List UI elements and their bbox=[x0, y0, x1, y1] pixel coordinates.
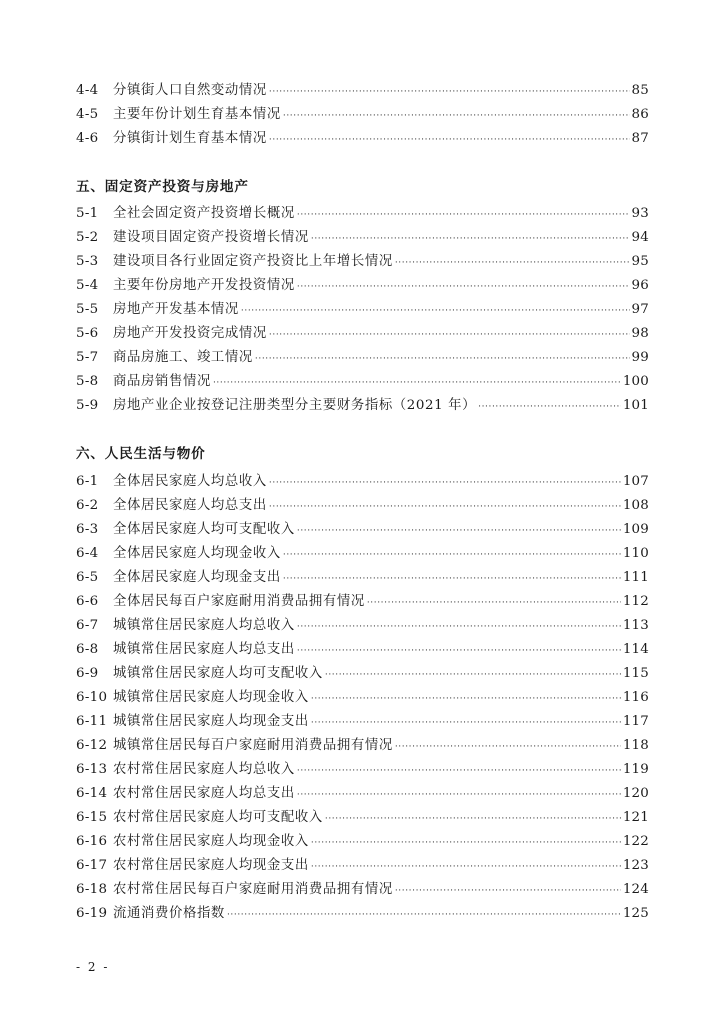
toc-entry-page: 100 bbox=[622, 374, 649, 389]
toc-entry[interactable] bbox=[76, 346, 649, 370]
toc-dot-leader bbox=[395, 735, 621, 758]
toc-entry-page: 114 bbox=[622, 642, 649, 657]
toc-dot-leader bbox=[283, 567, 621, 590]
toc-entry[interactable] bbox=[76, 806, 649, 830]
toc-entry-page: 94 bbox=[631, 230, 649, 245]
toc-entry[interactable] bbox=[76, 250, 649, 274]
toc-entry[interactable] bbox=[76, 127, 649, 151]
toc-entry-number: 5-6 bbox=[76, 326, 99, 341]
toc-dot-leader bbox=[297, 783, 621, 806]
toc-dot-leader bbox=[297, 203, 630, 226]
toc-entry-title: 商品房施工、竣工情况 bbox=[113, 350, 253, 365]
toc-dot-leader bbox=[269, 323, 630, 346]
toc-entry-page: 112 bbox=[622, 594, 649, 609]
toc-dot-leader bbox=[297, 639, 621, 662]
toc-entry-page: 117 bbox=[622, 714, 649, 729]
toc-entry[interactable] bbox=[76, 902, 649, 926]
toc-entry-page: 98 bbox=[631, 326, 649, 341]
toc-entry-title: 全体居民家庭人均现金支出 bbox=[113, 570, 281, 585]
toc-entry[interactable] bbox=[76, 494, 649, 518]
toc-entry[interactable] bbox=[76, 518, 649, 542]
toc-entry[interactable] bbox=[76, 590, 649, 614]
toc-entry[interactable] bbox=[76, 226, 649, 250]
toc-entry-title: 房地产开发基本情况 bbox=[113, 302, 239, 317]
toc-dot-leader bbox=[367, 591, 621, 614]
toc-dot-leader bbox=[269, 471, 621, 494]
toc-entry-number: 6-8 bbox=[76, 642, 99, 657]
toc-entry-title: 商品房销售情况 bbox=[113, 374, 211, 389]
toc-entry-page: 123 bbox=[622, 858, 649, 873]
toc-entry-page: 97 bbox=[631, 302, 649, 317]
toc-entry-number: 4-6 bbox=[76, 131, 99, 146]
toc-entry-title: 农村常住居民家庭人均总收入 bbox=[113, 762, 295, 777]
toc-entry-title: 农村常住居民家庭人均现金支出 bbox=[113, 858, 309, 873]
toc-entry[interactable] bbox=[76, 638, 649, 662]
toc-entry-page: 110 bbox=[622, 546, 649, 561]
toc-entry[interactable] bbox=[76, 274, 649, 298]
toc-entry-number: 6-7 bbox=[76, 618, 99, 633]
toc-entry-number: 5-7 bbox=[76, 350, 99, 365]
toc-entry-page: 120 bbox=[622, 786, 649, 801]
toc-entry[interactable] bbox=[76, 782, 649, 806]
toc-entry-title: 城镇常住居民家庭人均总支出 bbox=[113, 642, 295, 657]
toc-dot-leader bbox=[297, 519, 621, 542]
toc-entry-number: 5-3 bbox=[76, 254, 99, 269]
toc-entry-number: 5-2 bbox=[76, 230, 99, 245]
toc-dot-leader bbox=[269, 495, 621, 518]
toc-entry-page: 119 bbox=[622, 762, 649, 777]
toc-entry[interactable] bbox=[76, 370, 649, 394]
toc-dot-leader bbox=[241, 299, 630, 322]
page-number-footer: - 2 - bbox=[76, 960, 110, 974]
toc-dot-leader bbox=[478, 395, 621, 418]
toc-entry-number: 6-6 bbox=[76, 594, 99, 609]
toc-entry-title: 城镇常住居民家庭人均总收入 bbox=[113, 618, 295, 633]
toc-entry-page: 111 bbox=[622, 570, 649, 585]
toc-entry-page: 113 bbox=[622, 618, 649, 633]
toc-dot-leader bbox=[311, 855, 621, 878]
toc-dot-leader bbox=[255, 347, 630, 370]
toc-entry-title: 农村常住居民每百户家庭耐用消费品拥有情况 bbox=[113, 882, 393, 897]
toc-entry-number: 6-11 bbox=[76, 714, 108, 729]
toc-entry-title: 全体居民家庭人均可支配收入 bbox=[113, 522, 295, 537]
toc-entry-number: 5-8 bbox=[76, 374, 99, 389]
toc-entry[interactable] bbox=[76, 394, 649, 418]
toc-entry-page: 115 bbox=[622, 666, 649, 681]
toc-entry-page: 101 bbox=[622, 398, 649, 413]
toc-group-section-4 bbox=[76, 79, 649, 151]
section-heading-5: 五、固定资产投资与房地产 bbox=[76, 179, 249, 195]
toc-entry[interactable] bbox=[76, 322, 649, 346]
toc-entry-title: 房地产开发投资完成情况 bbox=[113, 326, 267, 341]
toc-entry-number: 4-5 bbox=[76, 107, 99, 122]
toc-entry-title: 建设项目各行业固定资产投资比上年增长情况 bbox=[113, 254, 393, 269]
toc-entry-number: 6-15 bbox=[76, 810, 108, 825]
toc-entry[interactable] bbox=[76, 103, 649, 127]
toc-entry-number: 6-19 bbox=[76, 906, 108, 921]
toc-entry-page: 124 bbox=[622, 882, 649, 897]
toc-entry[interactable] bbox=[76, 79, 649, 103]
toc-entry-page: 96 bbox=[631, 278, 649, 293]
toc-entry-number: 5-4 bbox=[76, 278, 99, 293]
toc-entry[interactable] bbox=[76, 614, 649, 638]
toc-entry-number: 5-1 bbox=[76, 206, 99, 221]
toc-dot-leader bbox=[297, 275, 630, 298]
toc-entry-title: 分镇街计划生育基本情况 bbox=[113, 131, 267, 146]
toc-dot-leader bbox=[227, 903, 621, 926]
toc-entry-number: 6-5 bbox=[76, 570, 99, 585]
toc-dot-leader bbox=[325, 807, 621, 830]
toc-entry-number: 6-13 bbox=[76, 762, 108, 777]
toc-entry[interactable] bbox=[76, 202, 649, 226]
toc-entry[interactable] bbox=[76, 758, 649, 782]
toc-dot-leader bbox=[311, 687, 621, 710]
toc-entry-title: 房地产业企业按登记注册类型分主要财务指标（2021 年） bbox=[113, 398, 477, 413]
toc-entry-title: 农村常住居民家庭人均总支出 bbox=[113, 786, 295, 801]
toc-entry-page: 121 bbox=[622, 810, 649, 825]
toc-entry[interactable] bbox=[76, 470, 649, 494]
toc-entry-title: 农村常住居民家庭人均现金收入 bbox=[113, 834, 309, 849]
toc-entry-number: 5-5 bbox=[76, 302, 99, 317]
toc-entry-number: 6-10 bbox=[76, 690, 108, 705]
toc-dot-leader bbox=[283, 104, 630, 127]
toc-dot-leader bbox=[269, 80, 630, 103]
toc-entry-number: 6-2 bbox=[76, 498, 99, 513]
toc-entry-page: 99 bbox=[631, 350, 649, 365]
toc-entry-title: 城镇常住居民家庭人均可支配收入 bbox=[113, 666, 323, 681]
toc-dot-leader bbox=[213, 371, 621, 394]
toc-entry-number: 6-1 bbox=[76, 474, 99, 489]
toc-entry-title: 农村常住居民家庭人均可支配收入 bbox=[113, 810, 323, 825]
toc-dot-leader bbox=[283, 543, 621, 566]
toc-entry-number: 6-17 bbox=[76, 858, 108, 873]
toc-entry-title: 全体居民家庭人均总支出 bbox=[113, 498, 267, 513]
toc-entry-number: 6-16 bbox=[76, 834, 108, 849]
toc-entry-page: 93 bbox=[631, 206, 649, 221]
toc-entry-title: 主要年份房地产开发投资情况 bbox=[113, 278, 295, 293]
toc-entry-number: 6-3 bbox=[76, 522, 99, 537]
toc-entry[interactable] bbox=[76, 542, 649, 566]
toc-entry-page: 87 bbox=[631, 131, 649, 146]
section-heading-6: 六、人民生活与物价 bbox=[76, 446, 206, 462]
toc-entry[interactable] bbox=[76, 854, 649, 878]
toc-entry[interactable] bbox=[76, 298, 649, 322]
toc-entry-page: 85 bbox=[631, 83, 649, 98]
toc-entry[interactable] bbox=[76, 662, 649, 686]
toc-entry-number: 5-9 bbox=[76, 398, 99, 413]
toc-entry-page: 107 bbox=[622, 474, 649, 489]
toc-entry-number: 4-4 bbox=[76, 83, 99, 98]
toc-entry[interactable] bbox=[76, 830, 649, 854]
toc-entry[interactable] bbox=[76, 710, 649, 734]
toc-entry-title: 建设项目固定资产投资增长情况 bbox=[113, 230, 309, 245]
toc-entry-number: 6-4 bbox=[76, 546, 99, 561]
toc-entry-page: 86 bbox=[631, 107, 649, 122]
toc-dot-leader bbox=[395, 879, 621, 902]
toc-entry-title: 全体居民家庭人均现金收入 bbox=[113, 546, 281, 561]
toc-dot-leader bbox=[269, 128, 630, 151]
toc-entry-title: 城镇常住居民家庭人均现金支出 bbox=[113, 714, 309, 729]
toc-entry-number: 6-9 bbox=[76, 666, 99, 681]
toc-entry-title: 城镇常住居民每百户家庭耐用消费品拥有情况 bbox=[113, 738, 393, 753]
toc-entry-title: 全体居民家庭人均总收入 bbox=[113, 474, 267, 489]
toc-dot-leader bbox=[325, 663, 621, 686]
toc-entry-page: 95 bbox=[631, 254, 649, 269]
toc-entry-page: 109 bbox=[622, 522, 649, 537]
toc-entry[interactable] bbox=[76, 566, 649, 590]
toc-dot-leader bbox=[311, 227, 630, 250]
toc-dot-leader bbox=[297, 615, 621, 638]
toc-entry[interactable] bbox=[76, 878, 649, 902]
toc-entry-page: 116 bbox=[622, 690, 649, 705]
toc-entry-page: 118 bbox=[622, 738, 649, 753]
toc-entry[interactable] bbox=[76, 686, 649, 710]
toc-entry-title: 流通消费价格指数 bbox=[113, 906, 225, 921]
toc-entry[interactable] bbox=[76, 734, 649, 758]
toc-entry-title: 全体居民每百户家庭耐用消费品拥有情况 bbox=[113, 594, 365, 609]
toc-entry-number: 6-12 bbox=[76, 738, 108, 753]
toc-entry-title: 分镇街人口自然变动情况 bbox=[113, 83, 267, 98]
toc-entry-page: 108 bbox=[622, 498, 649, 513]
toc-dot-leader bbox=[311, 711, 621, 734]
toc-entry-page: 122 bbox=[622, 834, 649, 849]
toc-dot-leader bbox=[311, 831, 621, 854]
toc-entry-title: 城镇常住居民家庭人均现金收入 bbox=[113, 690, 309, 705]
toc-entry-title: 全社会固定资产投资增长概况 bbox=[113, 206, 295, 221]
toc-dot-leader bbox=[297, 759, 621, 782]
toc-group-section-5 bbox=[76, 202, 649, 418]
toc-group-section-6 bbox=[76, 470, 649, 926]
toc-dot-leader bbox=[395, 251, 630, 274]
toc-entry-title: 主要年份计划生育基本情况 bbox=[113, 107, 281, 122]
toc-entry-number: 6-18 bbox=[76, 882, 108, 897]
toc-entry-page: 125 bbox=[622, 906, 649, 921]
toc-entry-number: 6-14 bbox=[76, 786, 108, 801]
